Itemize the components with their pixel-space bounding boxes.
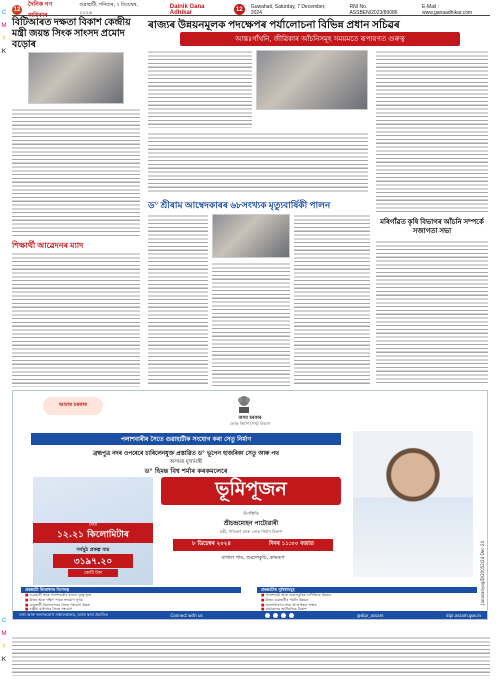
cost-label: সৰ্বমুঠ প্ৰকল্প ব্যয় bbox=[76, 547, 110, 553]
length-label: দৈৰ্ঘ্য bbox=[88, 523, 98, 528]
mark-magenta: M bbox=[1, 631, 7, 637]
youtube-icon[interactable] bbox=[289, 613, 294, 618]
imprint-text bbox=[12, 636, 490, 676]
govt-department: লোক নিৰ্মাণ (পথ) বিভাগ bbox=[229, 421, 271, 426]
benefits-right-heading: প্ৰকল্পটোৰ সুবিধাসমূহ bbox=[257, 587, 477, 593]
benefits-right bbox=[257, 587, 477, 613]
middle-body-text-2 bbox=[212, 262, 290, 386]
left-brand: দৈনিক গণ অধিকাৰ bbox=[27, 1, 53, 19]
ashoka-emblem-icon bbox=[235, 393, 253, 415]
benefits-left-list bbox=[21, 593, 241, 612]
top-body-text-3 bbox=[376, 50, 488, 215]
ad-footer-site[interactable]: dipr.assam.gov.in bbox=[446, 612, 481, 618]
ad-header bbox=[13, 391, 487, 431]
top-story-photo bbox=[256, 50, 368, 110]
ad-project-line: ব্ৰহ্মপুত্ৰ নদৰ ওপৰেৰে চাৰিলেনযুক্ত প্ৰস্তাৱিত ড° ভূপেন হাজৰিকা সেতু আৰু পথ bbox=[93, 451, 279, 457]
top-body-text-2 bbox=[148, 132, 368, 192]
left-subhead: শিক্ষাৰ্থী আৱেদনৰ ম্যাদ bbox=[12, 241, 84, 250]
list-item: ■ গ্ৰামাঞ্চলৰ অৰ্থনৈতিক বিকাশ bbox=[261, 607, 477, 612]
left-story-photo bbox=[28, 52, 124, 104]
list-item: ■ জনসাধাৰণৰ সময় আৰু ইন্ধন সাশ্ৰয় bbox=[261, 603, 477, 608]
left-date: গুৱাহাটী, শনিবাৰ, ৭ ডিচেম্বৰ, ২০২৪ bbox=[79, 1, 138, 16]
masthead: Dainik Gana Adhikar bbox=[169, 3, 205, 16]
top-headline: ৰাজ্যৰ উন্নয়নমূলক পদক্ষেপৰ পৰ্যালোচনা বিভিন্ন প্ৰধান সচিৱৰ bbox=[148, 20, 400, 31]
header-date: Guwahati, Saturday, 7 December, 2024 bbox=[250, 3, 326, 16]
header-email: E-Mail : www.ganaadhikar.com bbox=[422, 3, 473, 16]
middle-story-photo bbox=[212, 214, 290, 258]
registration-marks-bottom bbox=[0, 616, 8, 666]
page-header bbox=[12, 1, 490, 19]
top-subheadline: আন্তঃগাঁথনি, জীৱিকাৰ আঁচনিসমূহ সময়মতে ৰূপায়ণত গুৰুত্ব bbox=[180, 32, 460, 46]
middle-body-text-3 bbox=[294, 214, 370, 386]
middle-body-text-1 bbox=[148, 214, 208, 386]
cost-value: ৩১৯৭.২০ bbox=[53, 554, 133, 568]
list-item: ■ গুৱাহাটী বিমানবন্দৰৰ সৈতে সংযোগ উন্নত bbox=[25, 603, 241, 608]
page-number: 12 bbox=[234, 4, 245, 15]
list-item: ■ ৰাষ্ট্ৰীয় ঘাইপথৰ সৈতে সংযোগ bbox=[25, 607, 241, 612]
event-date-bar bbox=[173, 539, 333, 551]
ad-footer-handle[interactable]: @dipr_assam bbox=[356, 612, 384, 618]
govt-name: অসম চৰকাৰ bbox=[238, 416, 262, 421]
chief-minister-photo bbox=[353, 431, 473, 577]
event-venue: বাখাল গাম, শুৱালকুচি, কামৰূপ bbox=[221, 555, 285, 561]
mark-cyan: C bbox=[1, 618, 7, 624]
mark-black: K bbox=[1, 657, 6, 663]
mark-black: K bbox=[1, 49, 6, 55]
list-item: ■ পলাশবাৰী আৰু শুৱালকুচিৰ বাণিজ্যিক উন্নয়ন bbox=[261, 593, 477, 598]
social-icons bbox=[265, 613, 294, 618]
ad-footer-connect: Connect with us bbox=[170, 612, 203, 618]
presence-name: শ্ৰীচন্দ্ৰমোহন পাটোৱাৰী bbox=[223, 520, 279, 527]
benefits-left-heading: প্ৰকল্পটো উদ্বোধনৰ বিশেষত্ব bbox=[21, 587, 241, 593]
benefits-right-list bbox=[257, 593, 477, 612]
instagram-icon[interactable] bbox=[281, 613, 286, 618]
facebook-icon[interactable] bbox=[265, 613, 270, 618]
ad-cm-title: অসমৰ মুখ্যমন্ত্ৰী bbox=[169, 459, 203, 465]
benefits-left bbox=[21, 587, 241, 613]
right-headline: মৰিগাঁৱত কৃষি বিভাগৰ আঁচনি সম্পৰ্কে সজাগতা সভা bbox=[380, 218, 484, 235]
ad-ribbon: পলাশবাৰীৰ সৈতে গুৱাহাটীক সংযোগ কৰা সেতু নিৰ্মাণ bbox=[31, 433, 341, 445]
government-advertisement bbox=[12, 390, 488, 620]
left-body-text bbox=[12, 108, 140, 236]
presence-description: মন্ত্ৰী, পৰিবহণ আৰু লোক নিৰ্মাণ বিভাগ bbox=[219, 529, 283, 534]
top-body-text-1 bbox=[148, 50, 252, 128]
left-body-text-2 bbox=[12, 252, 140, 387]
ad-cm-name: ড° হিমন্ত বিশ্ব শৰ্মাৰ কৰকমলেৰে bbox=[144, 467, 228, 475]
ad-footer-publisher: তথ্য আৰু জনসংযোগ সঞ্চালকালয়, অসম দ্বাৰা প্ৰচাৰিত bbox=[19, 611, 108, 617]
presence-label: উপস্থিতি bbox=[243, 512, 259, 517]
x-icon[interactable] bbox=[273, 613, 278, 618]
amar-sarkar-logo: আমাৰ চৰকাৰ bbox=[43, 397, 103, 415]
mark-yellow: Y bbox=[1, 36, 6, 42]
ad-footer bbox=[13, 611, 487, 619]
mark-magenta: M bbox=[1, 23, 7, 29]
ad-main-title: ভূমিপূজন bbox=[161, 477, 341, 505]
rni-number: RNI No. ASSBEN/2023/89086 bbox=[349, 3, 398, 16]
cost-unit: কোটি টকা bbox=[68, 569, 118, 577]
list-item: ■ উত্তৰ আৰু দক্ষিণ পাৰৰ সংযোগ সুগম bbox=[25, 598, 241, 603]
left-page-number: 12 bbox=[13, 6, 21, 13]
left-headline: বিটিআৰত দক্ষতা বিকাশ কেন্দ্ৰীয় মন্ত্ৰী জয়ন্ত সিংক সাংসদ প্ৰমোদ বড়োৰ bbox=[12, 18, 131, 50]
mark-yellow: Y bbox=[1, 644, 6, 650]
ad-reference-code: Janasanyog/D/20052/24-Dec-24 bbox=[480, 541, 485, 605]
mark-cyan: C bbox=[1, 10, 7, 16]
length-value: ১২.২১ কিলোমিটাৰ bbox=[57, 530, 129, 540]
list-item: ■ গুৱাহাটী আৰু পলাশবাৰীৰ মাজৰ দূৰত্ব হ্ৰাস bbox=[25, 593, 241, 598]
right-body-text bbox=[376, 240, 488, 386]
event-date: ৮ ডিচেম্বৰ ২০২৪ bbox=[192, 541, 231, 547]
length-box bbox=[33, 523, 153, 543]
middle-headline: ড° শ্ৰীৰাম আম্বেদকাৰৰ ৬৮সংখ্যক মৃত্যুবাৰ্ষিকী পালন bbox=[148, 200, 331, 210]
registration-marks-top bbox=[0, 8, 8, 58]
list-item: ■ উত্তৰ গুৱাহাটীৰ পৰ্যটন উন্নয়ন bbox=[261, 598, 477, 603]
presence-block bbox=[161, 511, 341, 536]
event-time: দিনৰ ১১:০০ বজাত bbox=[269, 541, 314, 547]
